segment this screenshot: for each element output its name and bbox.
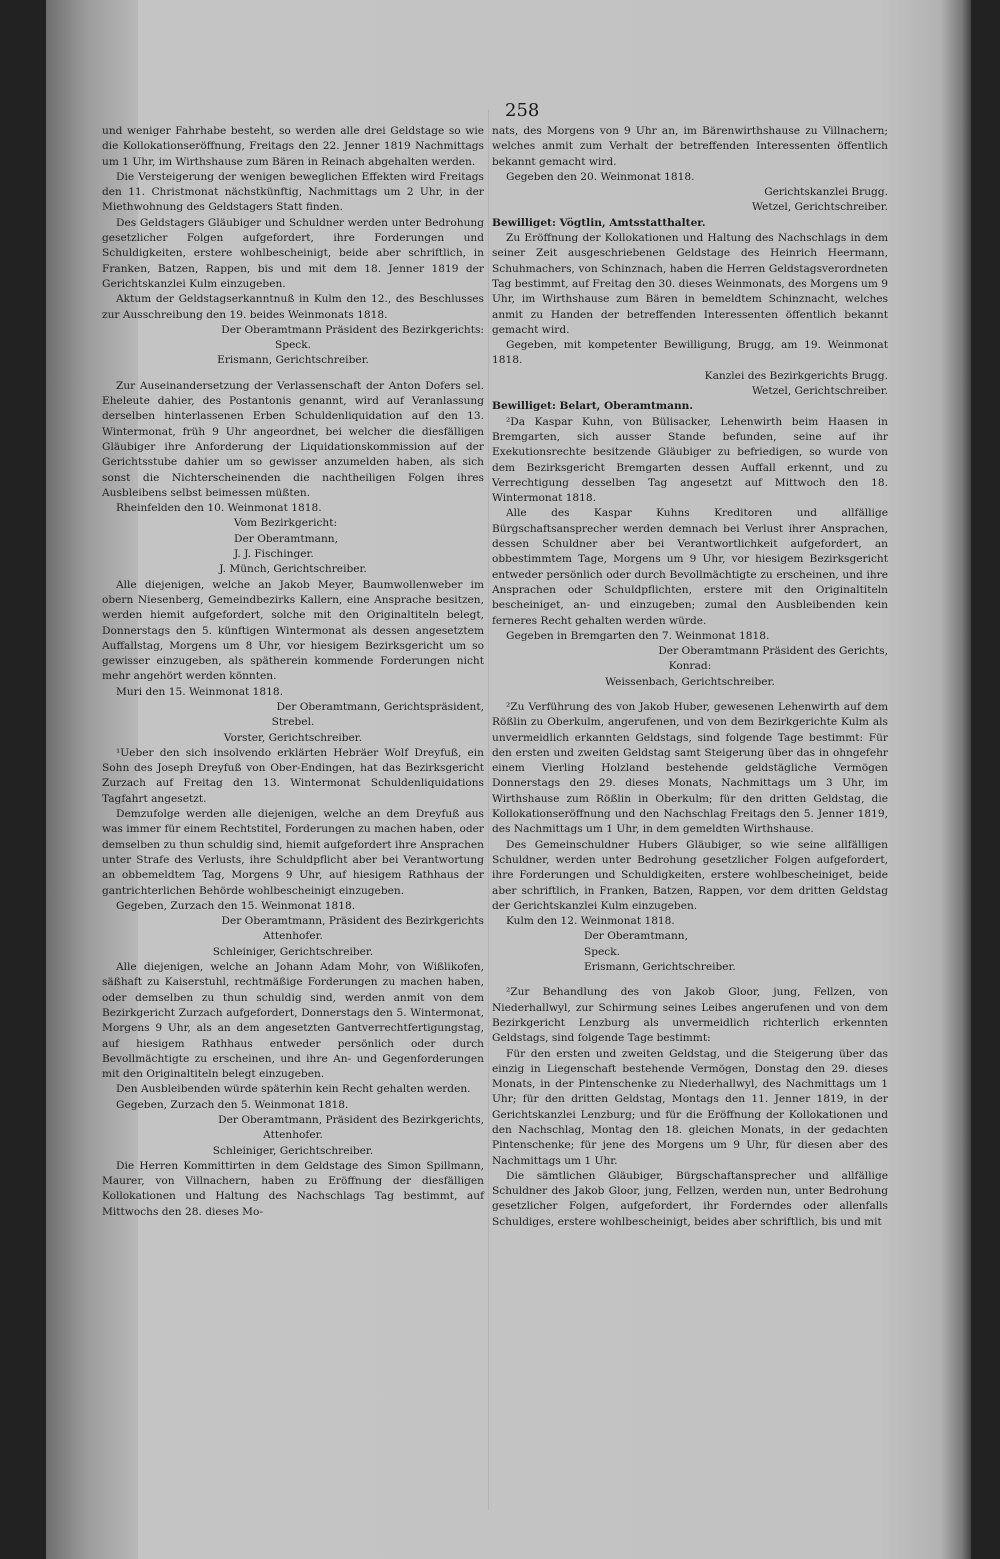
left-signature-line: Strebel. bbox=[271, 716, 315, 729]
left-paragraph: Demzufolge werden alle diejenigen, welche an dem Dreyfuß aus was immer für einem Rechtstitel, Forderungen zu machen haben, oder demselben zu thun schuldig sind, hiemit aufgefordert ihre Ansprachen unter Strafe des Verlusts, ihre Schuldpflicht aber bei Verantwortung an obbemeldtem Tag, Morgens 9 Uhr, auf hiesigem Rathhaus der gantrichterlichen Behörde wohlbescheinigt einzugeben. bbox=[102, 808, 484, 897]
left-paragraph: ¹Ueber den sich insolvendo erklärten Hebräer Wolf Dreyfuß, ein Sohn des Joseph Dreyfuß von Ober-Endingen, hat das Bezirksgericht Zurzach auf Freitag den 13. Wintermonat Schuldenliquidations Tagfahrt angesetzt. bbox=[102, 746, 484, 805]
right-signature-line: Der Oberamtmann, bbox=[584, 930, 688, 943]
left-signature-line: Der Oberamtmann, Präsident des Bezirkgerichts, bbox=[218, 1114, 484, 1126]
left-column bbox=[102, 124, 484, 1220]
left-dateline: Gegeben, Zurzach den 5. Weinmonat 1818. bbox=[116, 1098, 349, 1111]
left-signature-line: Attenhofer. bbox=[263, 930, 323, 943]
right-signature-line: Wetzel, Gerichtschreiber. bbox=[752, 201, 888, 214]
right-paragraph: Die sämtlichen Gläubiger, Bürgschaftansprecher und allfällige Schuldner des Jakob Gloor, jung, Fellzen, werden nun, unter Bedrohung gesetzlicher Folgen, aufgefordert, ihr Forderndes oder allenfalls Schuldiges, erstere wohlbescheinigt, beides aber schriftlich, bis und mit bbox=[492, 1169, 888, 1228]
page-number: 258 bbox=[505, 100, 540, 121]
right-signature-line: Erismann, Gerichtschreiber. bbox=[584, 961, 736, 974]
right-paragraph: Für den ersten und zweiten Geldstag, und die Steigerung über das einzig in Liegenschaft bestehende Vermögen, Donstag den 29. dieses Monats, in der Pintenschenke zu Niederhallwyl, des Nachmittags um 1 Uhr; für den dritten Geldstag, Montags den 11. Jenner 1819, in der Gerichtskanzlei Lenzburg; und für die Eröffnung der Kollokationen und den Nachschlag, Montag den 18. gleichen Monats, in der gedachten Pintenschenke; für jene des Morgens um 9 Uhr, für diesen aber des Nachmittags um 1 Uhr. bbox=[492, 1047, 888, 1167]
left-paragraph: Die Versteigerung der wenigen beweglichen Effekten wird Freitags den 11. Christmonat nächstkünftig, Nachmittags um 2 Uhr, in der Miethwohnung des Geldstagers Statt finden. bbox=[102, 170, 484, 214]
right-signature-line: Speck. bbox=[584, 945, 621, 958]
right-signature-line: Kanzlei des Bezirkgerichts Brugg. bbox=[704, 369, 888, 382]
left-paragraph: Aktum der Geldstagserkanntnuß in Kulm den 12., des Beschlusses zur Ausschreibung den 19. beides Weinmonats 1818. bbox=[102, 293, 484, 321]
right-spacer bbox=[492, 690, 888, 700]
right-dateline: Kulm den 12. Weinmonat 1818. bbox=[506, 915, 675, 928]
right-approval-line: Bewilliget: Belart, Oberamtmann. bbox=[492, 400, 694, 413]
left-signature-line: Schleiniger, Gerichtschreiber. bbox=[212, 1144, 374, 1157]
right-paragraph: ²Zu Verführung des von Jakob Huber, gewesenen Lehenwirth auf dem Rößlin zu Oberkulm, angerufenen, und von dem Bezirkgerichte Kulm als unvermeidlich erkannten Geldstags, sind folgende Tage bestimmt: Für den ersten und zweiten Geldstag samt Steigerung über das in ohngefehr einem Vierling Holzland bestehende geldstägliche Vermögen Donnerstags den 29. dieses Monats, Nachmittags um 3 Uhr, im Wirthshause zum Rößlin in Oberkulm; für den dritten Geldstag, die Kollokationseröffnung und den Nachschlag Freitags den 5. Jenner 1819, des Nachmittags um 1 Uhr, in dem gemeldten Wirthshause. bbox=[492, 700, 888, 836]
left-paragraph: Des Geldstagers Gläubiger und Schuldner werden unter Bedrohung gesetzlicher Folgen aufgefordert, ihre Forderungen und Schuldigkeiten, erstere wohlbescheinigt, beide aber schriftlich, in Franken, Batzen, Rappen, bis und mit dem 18. Jenner 1819 der Gerichtskanzlei Kulm einzugeben. bbox=[102, 216, 484, 290]
right-paragraph: ²Da Kaspar Kuhn, von Bülisacker, Lehenwirth beim Haasen in Bremgarten, sich ausser Stande befunden, seine auf ihr Exekutionsrechte besitzende Gläubiger zu befriedigen, so wurde von dem Bezirksgericht Bremgarten dessen Auffall erkennt, und zu Verrechtigung desselben Tag angesetzt auf Mittwoch den 18. Wintermonat 1818. bbox=[492, 415, 888, 505]
left-paragraph: Die Herren Kommittirten in dem Geldstage des Simon Spillmann, Maurer, von Villnachern, haben zu Eröffnung der diesfälligen Kollokationen und Haltung des Nachschlags Tag bestimmt, auf Mittwochs den 28. dieses Mo- bbox=[102, 1159, 484, 1218]
left-paragraph: und weniger Fahrhabe besteht, so werden alle drei Geldstage so wie die Kollokationseröffnung, Freitags den 22. Jenner 1819 Nachmittags um 1 Uhr, im Wirthshause zum Bären in Reinach abgehalten werden. bbox=[102, 125, 484, 168]
left-signature-line: Erismann, Gerichtschreiber. bbox=[217, 354, 369, 367]
page-edge bbox=[941, 0, 971, 1559]
right-dateline: Gegeben in Bremgarten den 7. Weinmonat 1818. bbox=[506, 629, 770, 642]
right-spacer bbox=[492, 975, 888, 985]
left-signature-line: Schleiniger, Gerichtschreiber. bbox=[212, 945, 374, 958]
right-paragraph: Des Gemeinschuldner Hubers Gläubiger, so wie seine allfälligen Schuldner, werden unter Bedrohung gesetzlicher Folgen aufgefordert, ihre Forderungen und Schuldigkeiten, erstere wohlbescheiniget, beide aber schriftlich, in Franken, Batzen, Rappen, vor dem dritten Geldstag der Gerichtskanzlei Kulm einzugeben. bbox=[492, 838, 888, 912]
right-paragraph: nats, des Morgens von 9 Uhr an, im Bärenwirthshause zu Villnachern; welches anmit zum Verhalt der betreffenden Interessenten öffentlich bekannt gemacht wird. bbox=[492, 125, 888, 168]
left-signature-line: Attenhofer. bbox=[263, 1129, 323, 1142]
left-paragraph: Alle diejenigen, welche an Johann Adam Mohr, von Wißlikofen, säßhaft zu Kaiserstuhl, rechtmäßige Forderungen zu machen haben, oder demselben zu thun schuldig sind, werden anmit von dem Bezirkgericht Zurzach aufgefordert, Donnerstags den 5. Wintermonat, Morgens 9 Uhr, als an dem angesetzten Gantverrechtfertigungstag, auf hiesigem Rathhaus entweder persönlich oder durch Bevollmächtigte zu erscheinen, und ihre An- und Gegenforderungen mit den Originaltiteln belegt einzugeben. bbox=[102, 961, 484, 1081]
left-signature-line: Der Oberamtmann Präsident des Bezirkgerichts: bbox=[221, 323, 484, 336]
left-spacer bbox=[102, 369, 484, 379]
left-signature-line: J. J. Fischinger. bbox=[234, 548, 314, 561]
left-signature-line: Der Oberamtmann, Gerichtspräsident, bbox=[276, 700, 484, 713]
right-signature-line: Konrad: bbox=[668, 660, 712, 673]
right-signature-line: Wetzel, Gerichtschreiber. bbox=[752, 385, 888, 398]
right-column bbox=[492, 124, 888, 1230]
right-signature-line: Gerichtskanzlei Brugg. bbox=[764, 186, 888, 199]
left-signature-line: Speck. bbox=[274, 339, 312, 352]
right-approval-line: Bewilliget: Vögtlin, Amtsstatthalter. bbox=[492, 216, 706, 229]
left-signature-line: Der Oberamtmann, bbox=[234, 532, 338, 545]
column-divider bbox=[488, 110, 489, 1510]
left-dateline: Gegeben, Zurzach den 15. Weinmonat 1818. bbox=[116, 899, 356, 912]
right-paragraph: Gegeben, mit kompetenter Bewilligung, Brugg, am 19. Weinmonat 1818. bbox=[492, 339, 888, 367]
left-signature-line: Der Oberamtmann, Präsident des Bezirkgerichts bbox=[221, 915, 484, 928]
left-signature-line: Vom Bezirkgericht: bbox=[234, 517, 338, 530]
right-signature-line: Der Oberamtmann Präsident des Gerichts, bbox=[658, 645, 888, 658]
right-signature-line: Weissenbach, Gerichtschreiber. bbox=[605, 675, 775, 688]
right-paragraph: ²Zur Behandlung des von Jakob Gloor, jung, Fellzen, von Niederhallwyl, zur Schirmung seines Leibes angerufenen und von dem Bezirkgericht Lenzburg als unvermeidlich richterlich erkennten Geldstags, sind folgende Tage bestimmt: bbox=[492, 986, 888, 1045]
right-paragraph: Zu Eröffnung der Kollokationen und Haltung des Nachschlags in dem seiner Zeit ausgeschriebenen Geldstage des Heinrich Heermann, Schuhmachers, von Schinznach, haben die Herren Geldstagsverordneten Tag bestimmt, auf Freitag den 30. dieses Weinmonats, des Morgens um 9 Uhr, im Wirthshause zum Bären in bemeldtem Schinznacht, welches anmit zu Handen der betreffenden Interessenten öffentlich bekannt gemacht wird. bbox=[492, 232, 888, 336]
right-paragraph: Alle des Kaspar Kuhns Kreditoren und allfällige Bürgschaftsansprecher werden demnach bei Verlust ihrer Ansprachen, dessen Schuldner aber bei Verantwortlichkeit aufgefordert, an obbestimmtem Tage, Morgens um 9 Uhr, vor hiesigem Bezirksgericht entweder persönlich oder durch Bevollmächtigte zu erscheinen, und ihre Ansprachen oder Schuldpflichten, erstere mit den Originaltiteln bescheiniget, an- und einzugeben; zumal den Ausbleibenden kein ferneres Recht gehalten werden würde. bbox=[492, 507, 888, 627]
left-paragraph: Zur Auseinandersetzung der Verlassenschaft der Anton Dofers sel. Eheleute dahier, des Postantonis genannt, wird auf Veranlassung derselben hinterlassenen Erben Schuldenliquidation auf den 13. Wintermonat, früh 9 Uhr angeordnet, bei welcher die diesfälligen Gläubiger ihre Anforderung der Liquidationskommission auf der Gerichtsstube dahier um so gewisser anzumelden haben, als sich sonst die Nichterscheinenden die nachtheiligen Folgen ihres Ausbleibens selbst beimessen müßten. bbox=[102, 379, 484, 499]
left-paragraph: Alle diejenigen, welche an Jakob Meyer, Baumwollenweber im obern Niesenberg, Gemeindbezirks Kallern, eine Ansprache besitzen, werden hiemit aufgefordert, solche mit den Originaltiteln belegt, Donnerstags den 5. künftigen Wintermonat als dessen angesetztem Auffallstag, Morgens um 8 Uhr, vor hiesigem Bezirksgericht um so gewisser einzugeben, als spätherein kommende Forderungen nicht mehr angehört werden könnten. bbox=[102, 578, 484, 683]
left-paragraph: Den Ausbleibenden würde späterhin kein Recht gehalten werden. bbox=[116, 1083, 471, 1096]
left-dateline: Muri den 15. Weinmonat 1818. bbox=[116, 685, 283, 698]
left-signature-line: Vorster, Gerichtschreiber. bbox=[223, 731, 363, 744]
left-dateline: Rheinfelden den 10. Weinmonat 1818. bbox=[116, 502, 322, 515]
right-dateline: Gegeben den 20. Weinmonat 1818. bbox=[506, 170, 695, 183]
left-signature-line: J. Münch, Gerichtschreiber. bbox=[219, 563, 367, 576]
